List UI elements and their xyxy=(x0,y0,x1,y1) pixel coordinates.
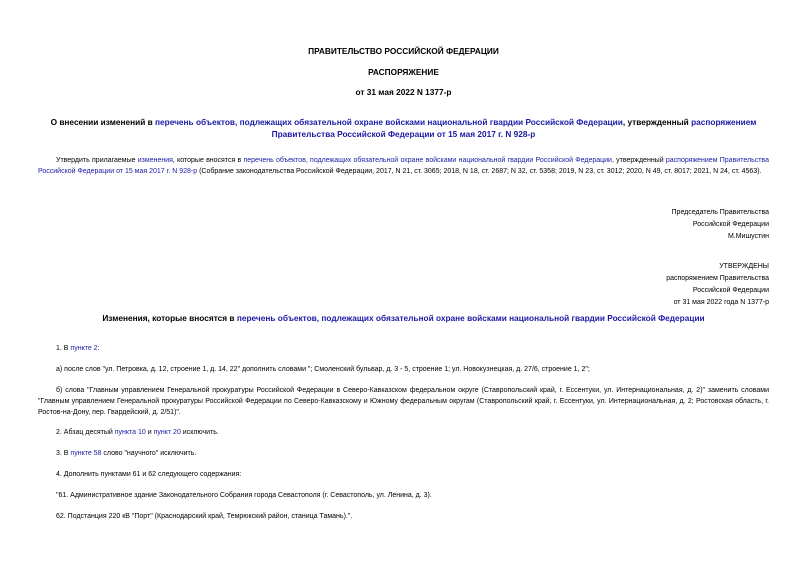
government-heading: ПРАВИТЕЛЬСТВО РОССИЙСКОЙ ФЕДЕРАЦИИ xyxy=(308,46,499,56)
intro-text-2: , которые вносятся в xyxy=(172,157,244,164)
item-3 xyxy=(56,448,196,459)
item-4: 4. Дополнить пунктами 61 и 62 следующего содержания: xyxy=(56,471,242,478)
item-2 xyxy=(56,427,219,438)
intro-text-3: , утвержденный xyxy=(611,157,666,164)
item-3-end: слово "научного" исключить. xyxy=(101,450,197,457)
title-link-decree[interactable]: распоряжением Правительства Российской Федерации от 15 мая 2017 г. N 928-р xyxy=(271,117,757,139)
intro-link-decree[interactable]: распоряжением Правительства Российской Федерации от 15 мая 2017 г. N 928-р xyxy=(38,157,769,175)
item-3-text: 3. В xyxy=(56,450,71,457)
doc-date-number: от 31 мая 2022 N 1377-р xyxy=(355,87,452,97)
signature-block xyxy=(672,207,769,243)
changes-title xyxy=(0,313,807,323)
approved-line-2: распоряжением Правительства xyxy=(666,275,769,282)
item-62: 62. Подстанция 220 кВ "Порт" (Краснодарский край, Темрюкский район, станица Тамань).". xyxy=(56,513,353,520)
document-title xyxy=(50,116,757,140)
approved-block xyxy=(666,261,769,309)
intro-paragraph xyxy=(38,155,769,177)
item-b: б) слова "Главным управлением Генеральной прокуратуры Российской Федерации в Северо-Кавказском федеральном округе (Ставропольский край, г. Ессентуки, ул. Интернациональная, д. 2)" заменить словами "Главным управлением Генеральной прокуратуры Российской Федерации по Северо-Кавказскому и Южному федеральным округам (Ставропольский край, г. Ессентуки, ул. Интернациональная, д. 2; Ростовская область, г. Ростов-на-Дону, пер. Гвардейский, д. 2/51)". xyxy=(38,387,769,416)
doc-type-heading: РАСПОРЯЖЕНИЕ xyxy=(368,67,439,77)
approved-line-3: Российской Федерации xyxy=(692,287,769,294)
intro-text-4: (Собрание законодательства Российской Федерации, 2017, N 21, ст. 3065; 2018, N 18, ст. 2687; N 32, ст. 5358; 2019, N 23, ст. 3012; 2020, N 49, ст. 8017; 2021, N 24, ст. 4563). xyxy=(197,168,762,175)
title-prefix: О внесении изменений в xyxy=(50,117,156,127)
item-2-link-20[interactable]: пункт 20 xyxy=(153,429,181,436)
item-61: "61. Административное здание Законодательного Собрания города Севастополя (г. Севастополь, ул. Ленина, д. 3). xyxy=(56,492,432,499)
item-2-text: 2. Абзац десятый xyxy=(56,429,115,436)
signature-line-3: М.Мишустин xyxy=(727,233,769,240)
intro-link-list[interactable]: перечень объектов, подлежащих обязательной охране войсками национальной гвардии Российской Федерации xyxy=(243,157,612,164)
signature-line-2: Российской Федерации xyxy=(692,221,769,228)
item-2-end: исключить. xyxy=(180,429,219,436)
item-1 xyxy=(56,343,100,354)
title-link-list[interactable]: перечень объектов, подлежащих обязательной охране войсками национальной гвардии Российской Федерации xyxy=(155,117,623,127)
intro-link-changes[interactable]: изменения xyxy=(137,157,173,164)
signature-line-1: Председатель Правительства xyxy=(671,209,769,216)
item-1-end: : xyxy=(97,345,100,352)
item-1-text: 1. В xyxy=(56,345,71,352)
changes-title-link[interactable]: перечень объектов, подлежащих обязательной охране войсками национальной гвардии Российской Федерации xyxy=(236,313,705,323)
item-a: а) после слов "ул. Петровка, д. 12, строение 1, д. 14, 22" дополнить словами "; Смоленский бульвар, д. 3 - 5, строение 1; ул. Новокузнецкая, д. 27/6, строение 1, 2"; xyxy=(56,366,590,373)
item-2-mid: и xyxy=(145,429,154,436)
changes-title-prefix: Изменения, которые вносятся в xyxy=(102,313,237,323)
intro-text-1: Утвердить прилагаемые xyxy=(56,157,138,164)
approved-line-1: УТВЕРЖДЕНЫ xyxy=(719,263,769,270)
item-3-link[interactable]: пункте 58 xyxy=(70,450,102,457)
item-1-link[interactable]: пункте 2 xyxy=(70,345,98,352)
approved-line-4: от 31 мая 2022 года N 1377-р xyxy=(673,299,769,306)
title-middle: , утвержденный xyxy=(622,117,692,127)
item-2-link-10[interactable]: пункта 10 xyxy=(114,429,146,436)
